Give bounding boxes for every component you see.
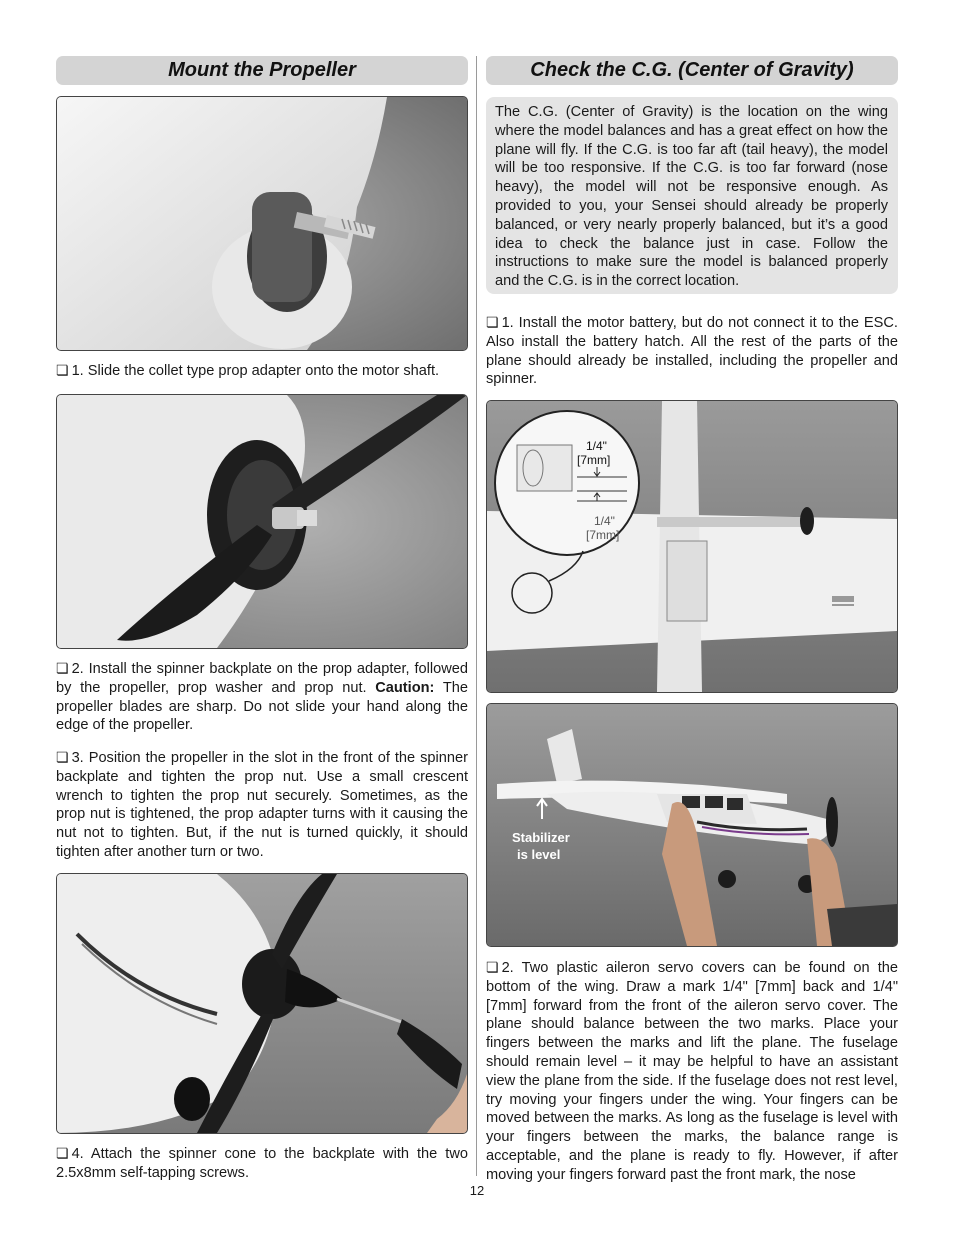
cg-step-2-label: 2. Two plastic aileron servo covers can be found on the bottom of the wing. Draw a mark 1/4" [7mm] back and 1/4" [7mm] forward from the front of the aileron servo cover. The plane should balance between the two marks. Place your fingers between the marks and lift the plane. The fuselage should remain level – it may be helpful to have an assistant view the plane from the side. If the fuselage does not rest level, try moving your fingers under the wing. Your fingers can be moved between the marks. As long as the fuselage is level with your fingers between the marks, the balance range is acceptable, and the plane is ready to fly. However, if after moving your fingers forward past the front mark, the nose xyxy=(486,960,898,1183)
diagram-label-bottom-1: 1/4" xyxy=(594,514,615,528)
step-2-caution-text: The propeller blades are sharp. Do not slide your hand along the edge of the propeller. xyxy=(56,679,468,734)
step-4-label: 4. Attach the spinner cone to the backplate with the two 2.5x8mm self-tapping screws. xyxy=(56,1146,468,1181)
photo-caption-line-1: Stabilizer xyxy=(512,830,570,845)
checkbox-icon[interactable]: ❏ xyxy=(56,660,69,676)
photo-wing-underside-diagram xyxy=(486,400,898,693)
checkbox-icon[interactable]: ❏ xyxy=(486,314,499,330)
photo-plane-balance xyxy=(486,703,898,947)
photo-propeller-backplate xyxy=(56,394,468,649)
checkbox-icon[interactable]: ❏ xyxy=(486,959,499,975)
cg-step-1-label: 1. Install the motor battery, but do not connect it to the ESC. Also install the battery hatch. All the rest of the parts of the plane should already be installed, including the propeller and spinner. xyxy=(486,315,898,388)
diagram-label-top-1: 1/4" xyxy=(586,439,607,453)
checkbox-icon[interactable]: ❏ xyxy=(56,749,69,765)
step-4-text xyxy=(56,1144,468,1183)
photo-caption-line-2: is level xyxy=(517,847,561,862)
cg-step-1-text xyxy=(486,313,898,389)
step-3-text xyxy=(56,748,468,862)
step-1-text xyxy=(56,361,468,381)
step-1-label: 1. Slide the collet type prop adapter onto the motor shaft. xyxy=(71,363,440,379)
photo-spinner-cone xyxy=(56,873,468,1134)
cg-intro-text: The C.G. (Center of Gravity) is the location on the wing where the model balances and has a great effect on how the plane will fly. If the C.G. is too far aft (tail heavy), the model will be too responsive. If the C.G. is too far forward (nose heavy), the model will not be responsive enough. As provided to you, your Sensei should already be properly balanced, or very nearly properly balanced, but it’s a good idea to check the balance just in case. Follow the instructions to make sure the model is balanced properly and the C.G. is in the correct location. xyxy=(495,104,888,290)
column-divider xyxy=(476,56,477,1176)
step-3-label: 3. Position the propeller in the slot in the front of the spinner backplate and tighten the prop nut. Use a small crescent wrench to tighten the prop nut securely. Sometimes, as the prop nut is tightened, the prop adapter turns with it causing the nut not to tighten. But, if the nut is turned quickly, it should tighten after another turn or two. xyxy=(56,750,468,860)
photo-prop-adapter xyxy=(56,96,468,351)
section-heading-mount-propeller: Mount the Propeller xyxy=(56,56,468,85)
cg-intro-box xyxy=(486,97,898,294)
cg-step-2-text xyxy=(486,958,898,1185)
checkbox-icon[interactable]: ❏ xyxy=(56,362,69,378)
caution-label: Caution: xyxy=(375,679,435,696)
section-heading-check-cg: Check the C.G. (Center of Gravity) xyxy=(486,56,898,85)
step-2-text xyxy=(56,659,468,735)
left-column xyxy=(56,56,468,1181)
right-column xyxy=(486,56,898,1183)
step-2-label: 2. Install the spinner backplate on the prop adapter, followed by the propeller, prop washer and prop nut. xyxy=(56,661,468,696)
diagram-label-top-2: [7mm] xyxy=(577,453,611,467)
page-number: 12 xyxy=(469,1183,485,1198)
checkbox-icon[interactable]: ❏ xyxy=(56,1145,69,1161)
diagram-label-bottom-2: [7mm] xyxy=(586,528,620,542)
